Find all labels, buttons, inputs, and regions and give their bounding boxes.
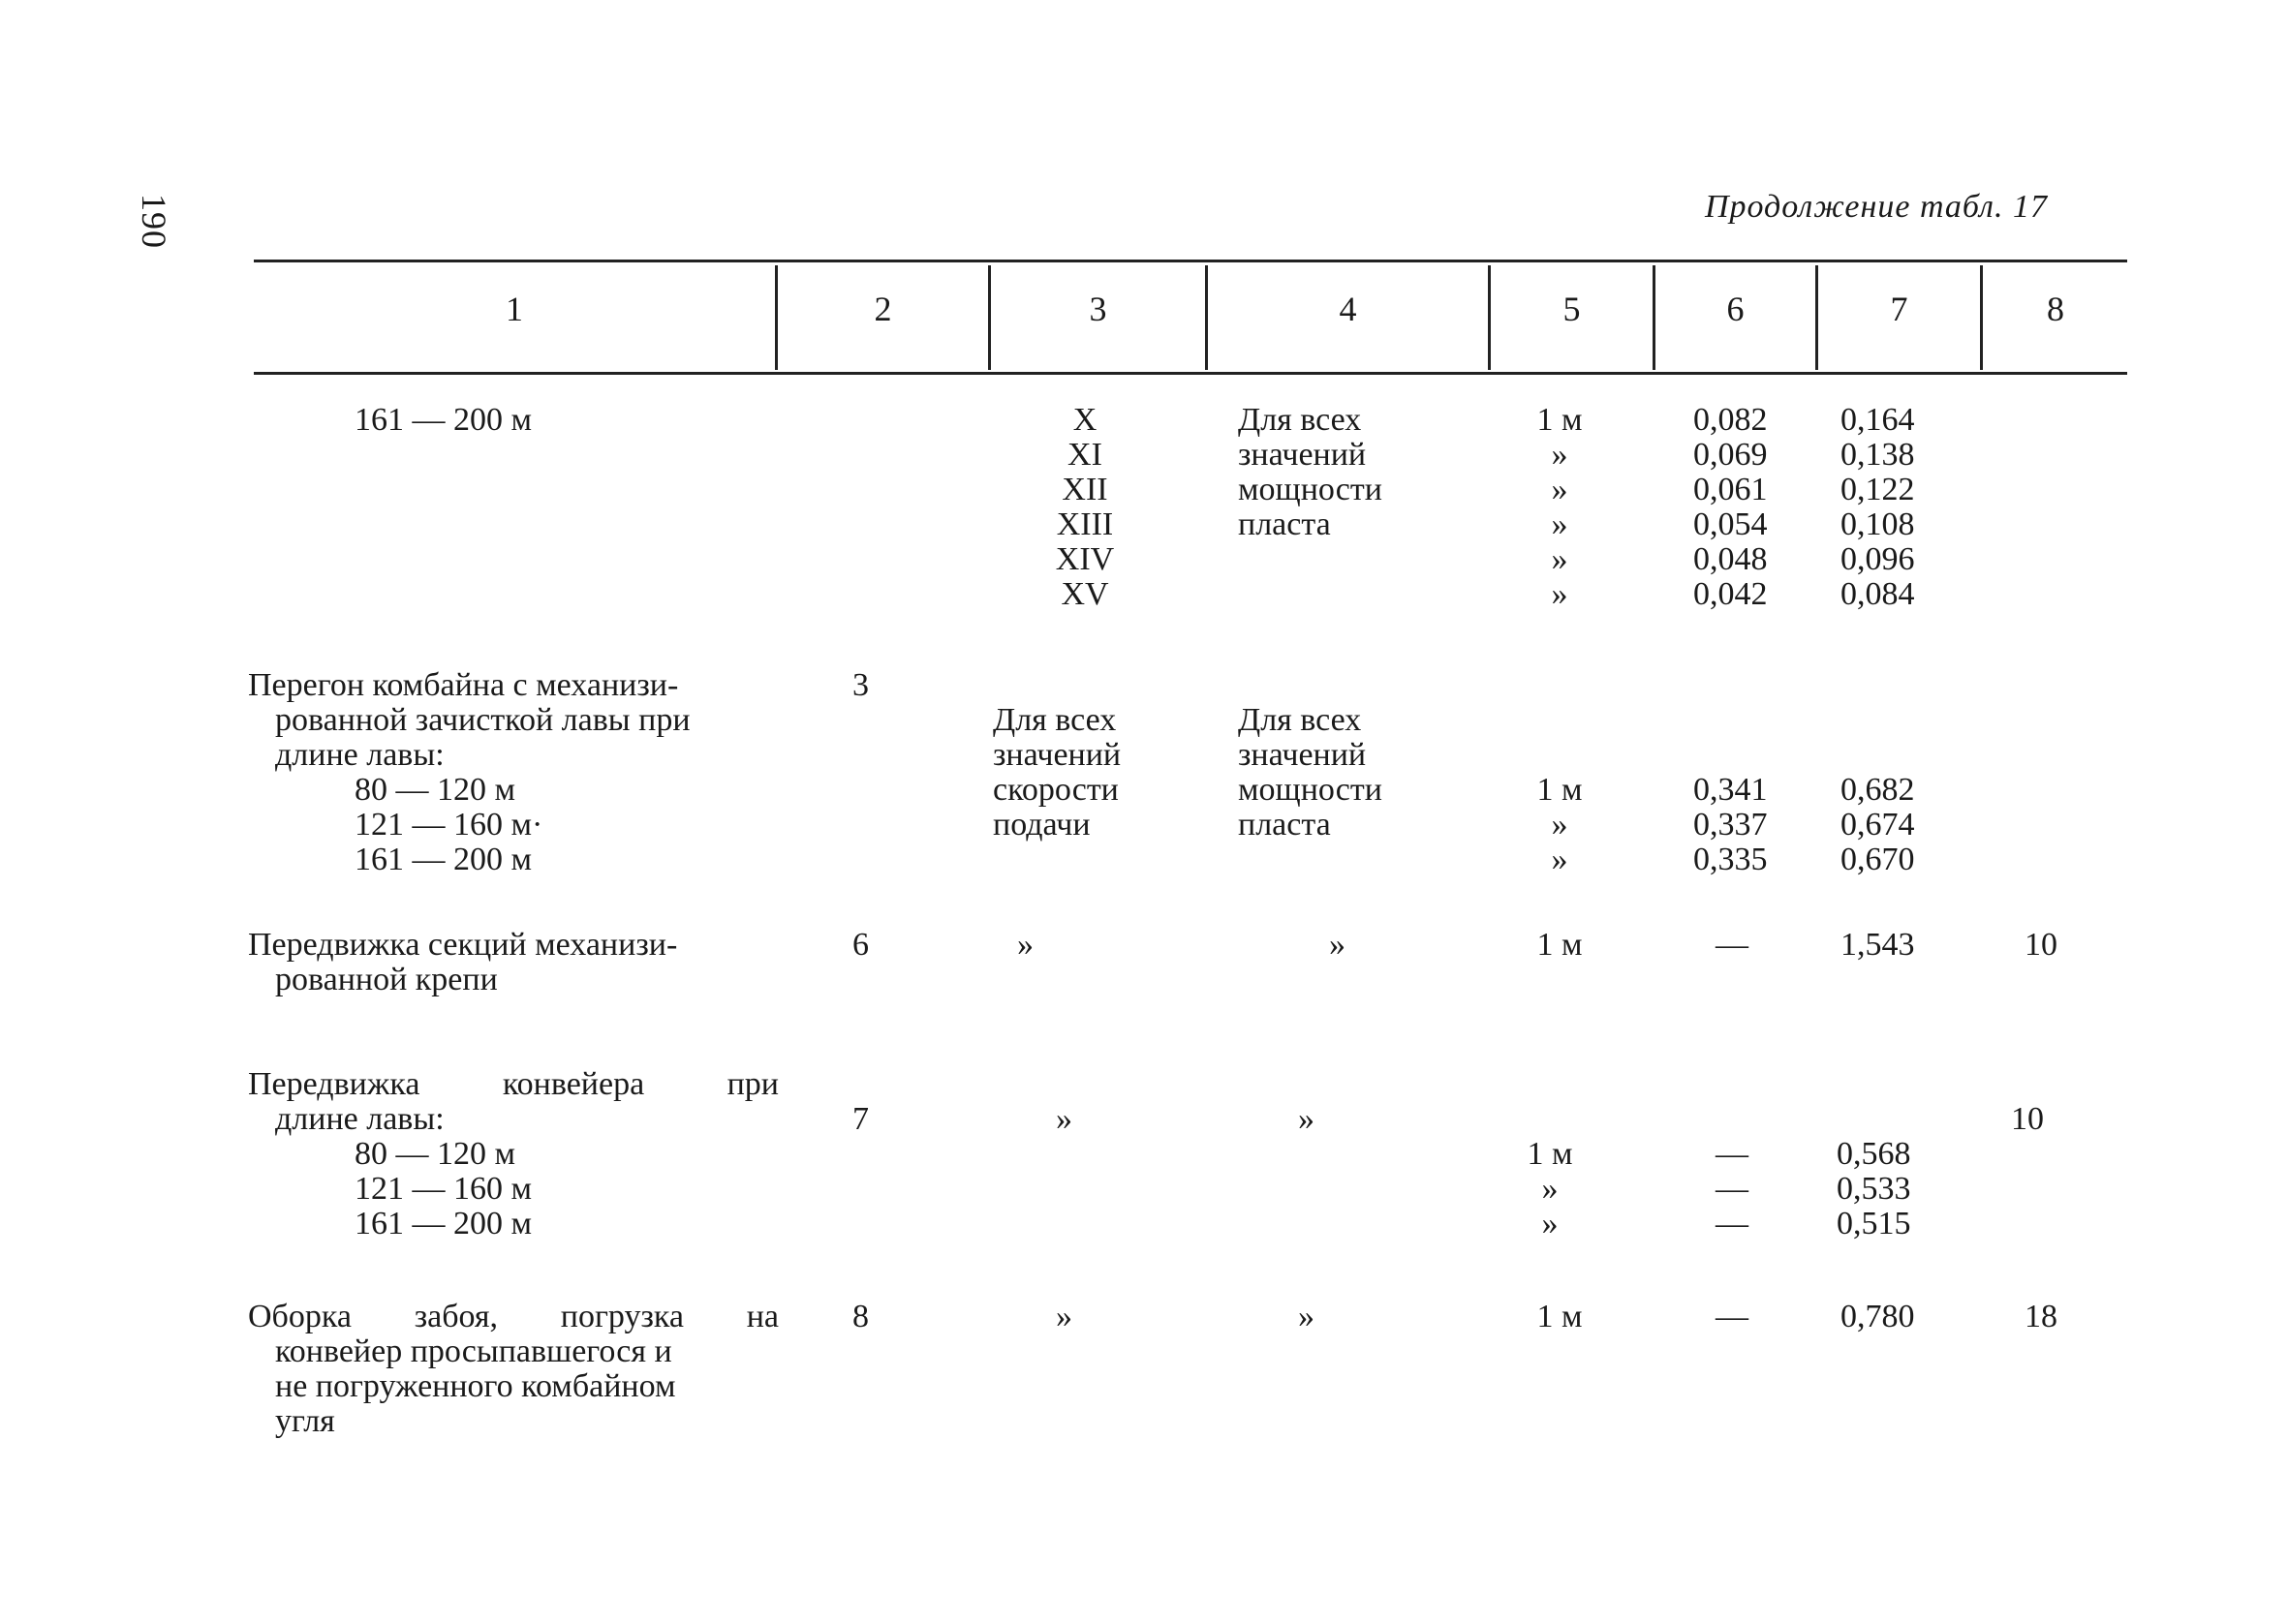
row-description [248, 668, 779, 877]
column-header-7: 7 [1890, 290, 1908, 328]
column-header-1: 1 [506, 290, 523, 328]
column-header-4: 4 [1339, 290, 1357, 328]
row-description [248, 1067, 779, 1241]
row-description-cont: рованной зачисткой лавы при длине лавы: [275, 702, 691, 773]
cell-col-2: 8 [852, 1299, 869, 1334]
cell-col-7: 0,780 [1840, 1299, 1915, 1334]
cell-col-3: » [1056, 1101, 1072, 1137]
cell-col-2: 3 [852, 667, 869, 703]
cell-col-4: Для всех значений мощности пласта [1238, 702, 1382, 843]
cell-col-2: 6 [852, 927, 869, 963]
column-header-8: 8 [2047, 290, 2064, 328]
cell-col-6: 0,082 0,069 0,061 0,054 0,048 0,042 [1693, 402, 1768, 612]
cell-col-3: X XI XII XIII XIV XV [1055, 402, 1115, 612]
cell-col-6: — [1716, 927, 1748, 963]
row-description [248, 928, 779, 997]
cell-col-8: 10 [2011, 1101, 2044, 1137]
cell-col-4: » [1298, 1299, 1314, 1334]
table-top-rule [254, 260, 2127, 262]
row-description-cont: конвейер просыпавшегося и не погруженного комбайном угля [275, 1333, 676, 1439]
cell-col-8: 10 [2025, 927, 2057, 963]
column-header-2: 2 [874, 290, 892, 328]
column-header-3: 3 [1089, 290, 1107, 328]
cell-col-7: 1,543 [1840, 927, 1915, 963]
cell-col-3: Для всех значений скорости подачи [993, 702, 1122, 843]
row-description-sub: 161 — 200 м [355, 402, 533, 438]
cell-col-5: 1 м » » » » » [1536, 402, 1583, 612]
table-continuation-caption: Продолжение табл. 17 [1704, 189, 2048, 225]
page-number: 190 [135, 194, 173, 249]
row-description-cont: рованной крепи [275, 962, 498, 997]
cell-col-5: 1 м » » [1527, 1136, 1573, 1241]
cell-col-3: » [1017, 927, 1034, 963]
cell-col-8: 18 [2025, 1299, 2057, 1334]
cell-col-6: 0,341 0,337 0,335 [1693, 772, 1768, 877]
cell-col-6: — [1716, 1299, 1748, 1334]
cell-col-7: 0,164 0,138 0,122 0,108 0,096 0,084 [1840, 402, 1915, 612]
cell-col-3: » [1056, 1299, 1072, 1334]
cell-col-2: 7 [852, 1101, 869, 1137]
table-header-bottom-rule [254, 372, 2127, 375]
cell-col-6: — — — [1716, 1136, 1748, 1241]
row-description-first: Передвижка конвейера при [248, 1066, 779, 1102]
cell-col-4: » [1329, 927, 1345, 963]
cell-col-5: 1 м [1536, 1299, 1583, 1334]
cell-col-7: 0,568 0,533 0,515 [1837, 1136, 1911, 1241]
column-header-6: 6 [1726, 290, 1745, 328]
cell-col-4: » [1298, 1101, 1314, 1137]
cell-col-5: 1 м [1536, 927, 1583, 963]
cell-col-7: 0,682 0,674 0,670 [1840, 772, 1915, 877]
cell-col-4: Для всех значений мощности пласта [1238, 402, 1382, 542]
row-description-cont: длине лавы: [275, 1101, 445, 1137]
row-description [248, 1300, 779, 1439]
row-description-first: Перегон комбайна с механизи- [248, 667, 679, 703]
cell-col-5: 1 м » » [1536, 772, 1583, 877]
row-description-first: Оборка забоя, погрузка на [248, 1299, 779, 1334]
row-description-sub: 80 — 120 м 121 — 160 м 161 — 200 м [355, 1136, 533, 1241]
column-header-5: 5 [1562, 290, 1581, 328]
row-description [248, 403, 779, 438]
row-description-first: Передвижка секций механизи- [248, 927, 678, 963]
row-description-sub: 80 — 120 м 121 — 160 м· 161 — 200 м [355, 772, 543, 877]
